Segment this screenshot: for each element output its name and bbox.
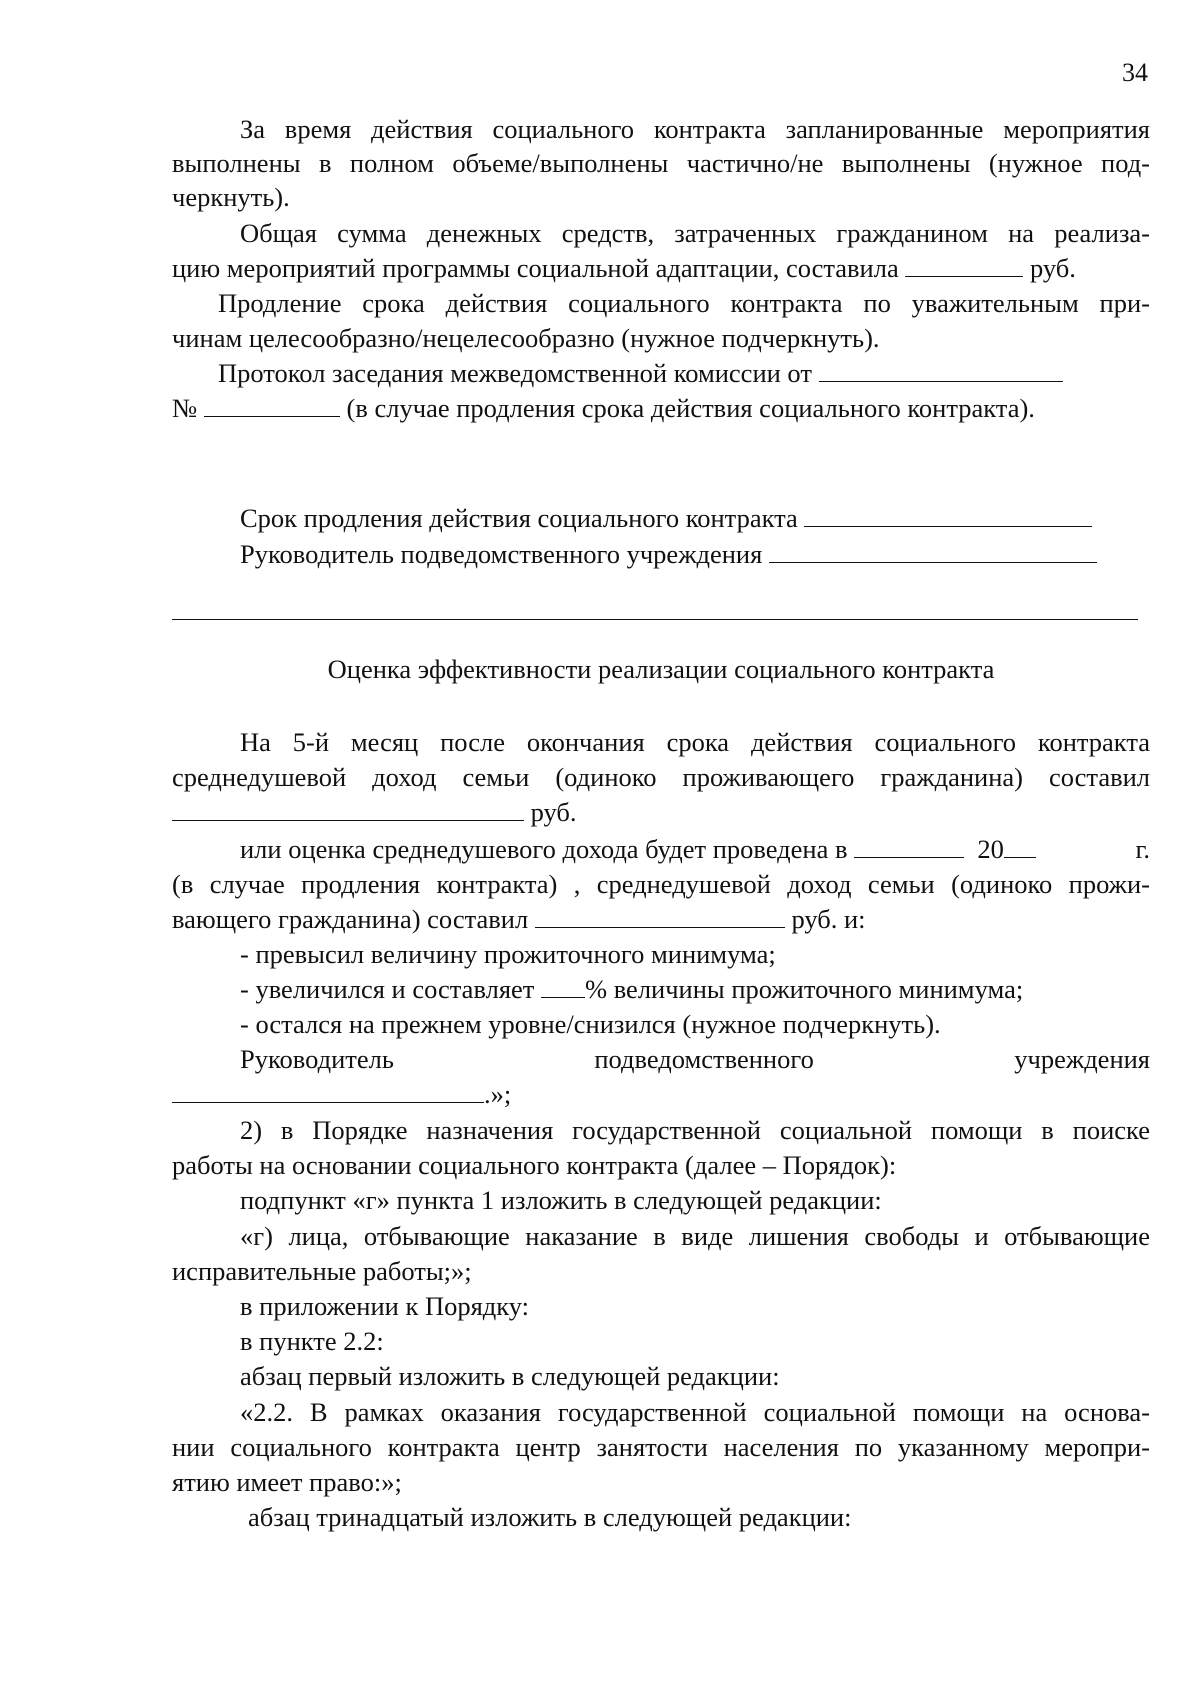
text-segment: руб.: [1029, 253, 1076, 283]
divider-line: [172, 619, 1138, 620]
text-line: подпункт «г» пункта 1 изложить в следующей редакции:: [240, 1185, 882, 1215]
text-line: [218, 356, 1150, 390]
text-line: Общая сумма денежных средств, затраченных гражданином на реализа-: [240, 218, 1150, 248]
text-segment: руб. и:: [791, 904, 866, 934]
text-line: работы на основании социального контракта (далее – Порядок):: [172, 1150, 897, 1180]
text-line: в пункте 2.2:: [240, 1326, 384, 1356]
text-line: За время действия социального контракта запланированные мероприятия: [240, 114, 1150, 144]
text-line: абзац тринадцатый изложить в следующей редакции:: [248, 1502, 852, 1532]
text-segment: учреждения: [1014, 1044, 1150, 1074]
text-line: [172, 902, 1150, 936]
text-line: ятию имеет право:»;: [172, 1467, 402, 1497]
text-line: абзац первый изложить в следующей редакции:: [240, 1361, 780, 1391]
text-line: [240, 537, 1150, 571]
blank-field: [769, 538, 1097, 563]
text-segment: руб.: [530, 797, 577, 827]
text-line: «2.2. В рамках оказания государственной социальной помощи на основа-: [240, 1397, 1150, 1427]
text-segment: цию мероприятий программы социальной адаптации, составила: [172, 253, 899, 283]
blank-field: [819, 357, 1063, 382]
text-segment: г.: [1135, 834, 1150, 864]
blank-field: [854, 833, 964, 858]
text-segment: подведомственного: [594, 1044, 814, 1074]
text-line: На 5-й месяц после окончания срока действия социального контракта: [240, 727, 1150, 757]
text-line: Продление срока действия социального контракта по уважительным при-: [218, 288, 1150, 318]
blank-field: [172, 1078, 484, 1103]
text-line: [172, 1077, 1150, 1111]
text-line: среднедушевой доход семьи (одиноко проживающего гражданина) составил: [172, 762, 1150, 792]
text-line: 2) в Порядке назначения государственной социальной помощи в поиске: [240, 1115, 1150, 1145]
page-number: 34: [1122, 58, 1148, 87]
text-line: [240, 501, 1150, 535]
text-line: выполнены в полном объеме/выполнены частично/не выполнены (нужное под-: [172, 148, 1150, 178]
text-line: (в случае продления контракта) , среднедушевой доход семьи (одиноко прожи-: [172, 869, 1150, 899]
text-segment: - увеличился и составляет: [240, 974, 535, 1004]
text-line: черкнуть).: [172, 182, 290, 212]
text-segment: №: [172, 393, 198, 423]
blank-field: [204, 392, 340, 417]
text-line: - превысил величину прожиточного минимума;: [240, 939, 776, 969]
text-line: [172, 795, 1150, 829]
text-line: - остался на прежнем уровне/снизился (нужное подчеркнуть).: [240, 1009, 941, 1039]
text-segment: Руководитель подведомственного учреждения: [240, 539, 763, 569]
text-segment: .»;: [484, 1079, 512, 1109]
text-line: нии социального контракта центр занятости населения по указанному меропри-: [172, 1432, 1150, 1462]
text-segment: % величины прожиточного минимума;: [585, 974, 1024, 1004]
blank-field: [804, 502, 1092, 527]
blank-field: [905, 252, 1023, 277]
text-segment: Руководитель: [240, 1044, 394, 1074]
blank-field: [541, 973, 585, 998]
text-segment: вающего гражданина) составил: [172, 904, 529, 934]
text-line: исправительные работы;»;: [172, 1256, 472, 1286]
section-heading: Оценка эффективности реализации социального контракта: [327, 654, 995, 684]
blank-field: [172, 796, 524, 821]
text-line: [240, 832, 1150, 866]
text-line: в приложении к Порядку:: [240, 1291, 530, 1321]
blank-field: [1004, 833, 1036, 858]
text-line: чинам целесообразно/нецелесообразно (нужное подчеркнуть).: [172, 323, 880, 353]
text-line: [172, 251, 1150, 285]
text-segment: Срок продления действия социального контракта: [240, 503, 798, 533]
text-line: [240, 1042, 1150, 1076]
text-line: [172, 391, 1150, 425]
text-line: [240, 972, 1150, 1006]
text-segment: или оценка среднедушевого дохода будет проведена в: [240, 834, 848, 864]
text-segment: Протокол заседания межведомственной комиссии от: [218, 358, 812, 388]
text-line: «г) лица, отбывающие наказание в виде лишения свободы и отбывающие: [240, 1221, 1150, 1251]
text-segment: 20: [977, 834, 1004, 864]
text-segment: (в случае продления срока действия социального контракта).: [346, 393, 1035, 423]
blank-field: [535, 903, 785, 928]
